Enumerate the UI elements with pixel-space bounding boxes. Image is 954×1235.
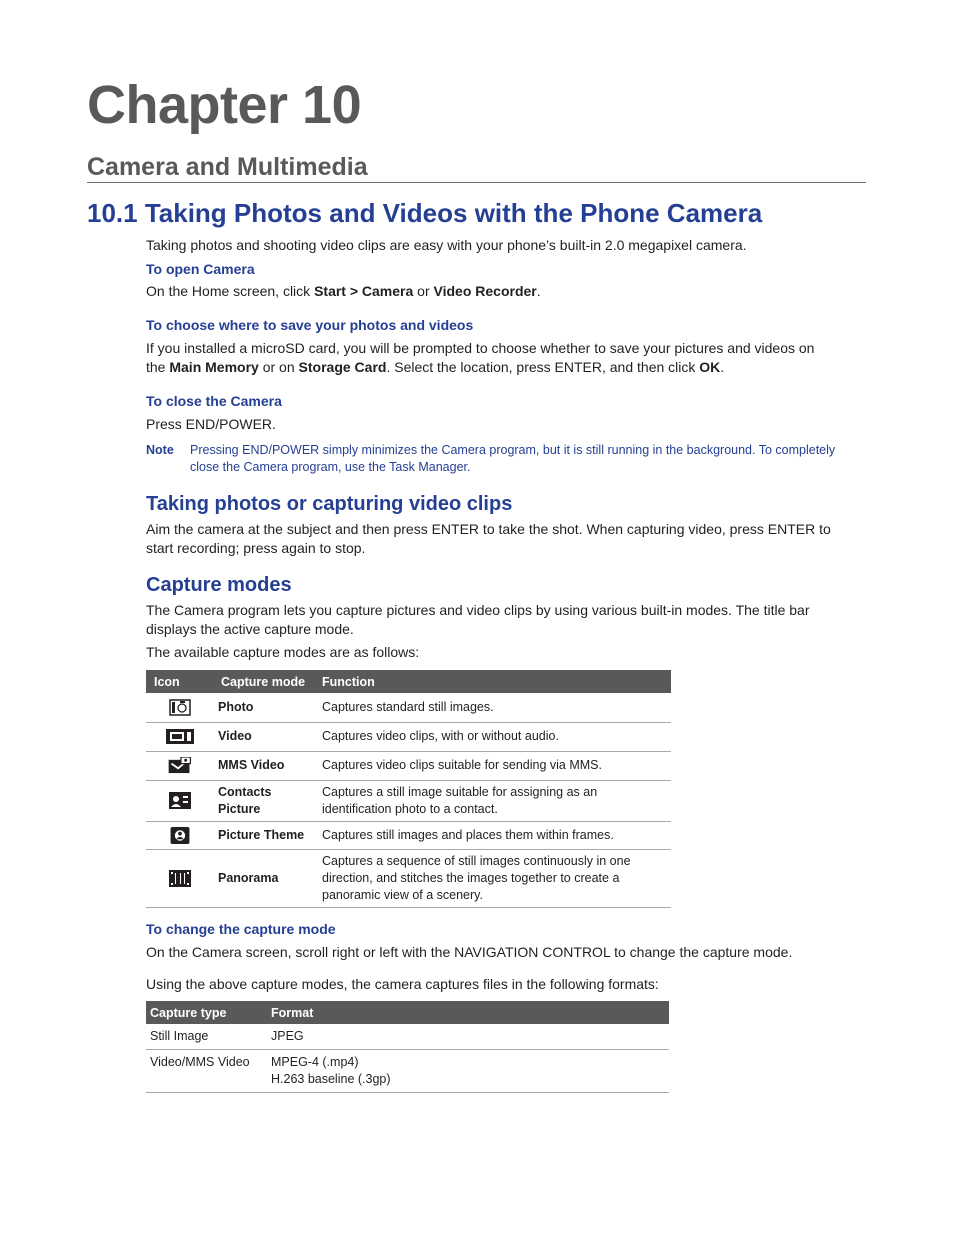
video-mode-icon (166, 728, 194, 745)
table-row (146, 722, 671, 751)
note-label: Note (146, 443, 174, 457)
contacts-picture-mode-icon (169, 792, 191, 809)
start-camera-path: Start > Camera (314, 283, 414, 299)
table-row (146, 1050, 669, 1093)
capture-modes-heading: Capture modes (146, 574, 292, 596)
table-row (146, 780, 671, 821)
formats-table (146, 1001, 669, 1093)
table-row (146, 821, 671, 849)
column-header-function: Function (314, 670, 671, 693)
column-header-format: Format (267, 1001, 669, 1024)
mode-name: Picture Theme (213, 821, 314, 849)
mode-function: Captures video clips suitable for sending via MMS. (314, 751, 671, 780)
formats-intro: Using the above capture modes, the camera captures files in the following formats: (146, 976, 659, 992)
mode-function: Captures a still image suitable for assigning as an identification photo to a contact. (314, 780, 671, 821)
open-camera-heading: To open Camera (146, 261, 255, 277)
table-row (146, 693, 671, 722)
mode-function: Captures a sequence of still images continuously in one direction, and stitches the images together to create a panoramic view of a scenery. (314, 849, 671, 907)
capture-modes-table (146, 670, 671, 908)
mode-name: Photo (213, 693, 314, 722)
taking-photos-text: Aim the camera at the subject and then press ENTER to take the shot. When capturing video, press ENTER to start recording; press again to stop. (146, 521, 831, 556)
save-location-text: If you installed a microSD card, you will be prompted to choose whether to save your pictures and videos on the Main Memory or on Storage Card. Select the location, press ENTER, and then click OK. (146, 340, 815, 375)
section-intro: Taking photos and shooting video clips are easy with your phone’s built-in 2.0 megapixel camera. (146, 237, 747, 253)
capture-modes-available: The available capture modes are as follows: (146, 644, 420, 660)
change-mode-text: On the Camera screen, scroll right or left with the NAVIGATION CONTROL to change the capture mode. (146, 944, 793, 960)
mode-function: Captures video clips, with or without audio. (314, 722, 671, 751)
mode-name: Panorama (213, 849, 314, 907)
storage-card-label: Storage Card (298, 359, 387, 375)
picture-theme-mode-icon (169, 827, 191, 844)
close-camera-text: Press END/POWER. (146, 416, 276, 432)
ok-label: OK (699, 359, 721, 375)
open-camera-text: On the Home screen, click Start > Camera or Video Recorder. (146, 283, 541, 299)
table-row (146, 751, 671, 780)
photo-mode-icon (169, 699, 191, 716)
capture-type: Still Image (146, 1024, 267, 1050)
capture-modes-text: The Camera program lets you capture pictures and video clips by using various built-in modes. The title bar displays the active capture mode. (146, 602, 810, 637)
mode-name: Video (213, 722, 314, 751)
note-text: Pressing END/POWER simply minimizes the Camera program, but it is still running in the background. To completely close the Camera program, use the Task Manager. (190, 443, 836, 474)
save-location-heading: To choose where to save your photos and videos (146, 317, 474, 333)
capture-format: MPEG-4 (.mp4) H.263 baseline (.3gp) (267, 1050, 669, 1093)
chapter-title: Chapter 10 (87, 75, 362, 135)
mode-name: Contacts Picture (213, 780, 314, 821)
capture-type: Video/MMS Video (146, 1050, 267, 1093)
column-header-mode: Capture mode (213, 670, 314, 693)
title-divider (87, 182, 866, 183)
taking-photos-heading: Taking photos or capturing video clips (146, 493, 513, 515)
panorama-mode-icon (169, 870, 191, 887)
mode-function: Captures standard still images. (314, 693, 671, 722)
change-mode-heading: To change the capture mode (146, 921, 336, 937)
mode-name: MMS Video (213, 751, 314, 780)
column-header-capture-type: Capture type (146, 1001, 267, 1024)
table-row (146, 849, 671, 907)
video-recorder-label: Video Recorder (433, 283, 537, 299)
column-header-icon: Icon (146, 670, 213, 693)
main-memory-label: Main Memory (169, 359, 259, 375)
section-title: 10.1 Taking Photos and Videos with the Phone Camera (87, 198, 763, 228)
capture-format: JPEG (267, 1024, 669, 1050)
close-camera-heading: To close the Camera (146, 393, 282, 409)
table-row (146, 1024, 669, 1050)
mode-function: Captures still images and places them within frames. (314, 821, 671, 849)
chapter-subtitle: Camera and Multimedia (87, 153, 368, 181)
mms-video-mode-icon (168, 757, 192, 774)
